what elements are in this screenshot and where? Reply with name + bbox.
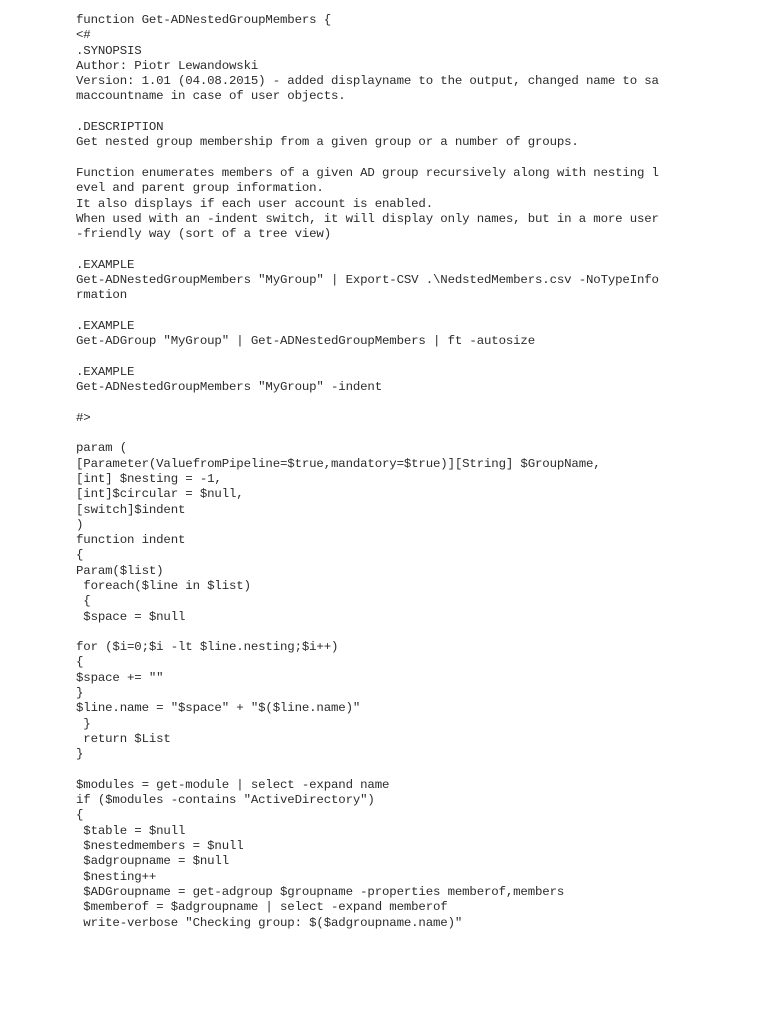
code-line: { [76, 548, 84, 563]
code-line: $memberof = $adgroupname | select -expand memberof [76, 900, 448, 915]
code-line: $adgroupname = $null [76, 854, 229, 869]
code-line: #> [76, 410, 91, 425]
code-line: $line.name = "$space" + "$($line.name)" [76, 701, 361, 716]
code-line: maccountname in case of user objects. [76, 89, 346, 104]
code-line: $table = $null [76, 823, 186, 838]
code-line: $ADGroupname = get-adgroup $groupname -properties memberof,members [76, 884, 565, 899]
code-line: When used with an -indent switch, it will display only names, but in a more user [76, 211, 659, 226]
code-line: } [76, 716, 91, 731]
code-line: Get-ADNestedGroupMembers "MyGroup" | Export-CSV .\NedstedMembers.csv -NoTypeInfo [76, 273, 659, 288]
code-line: if ($modules -contains "ActiveDirectory") [76, 793, 375, 808]
code-line: { [76, 594, 91, 609]
code-line [76, 151, 736, 166]
code-line: $modules = get-module | select -expand name [76, 777, 390, 792]
code-line [76, 105, 736, 120]
code-line: Get-ADGroup "MyGroup" | Get-ADNestedGroupMembers | ft -autosize [76, 334, 535, 349]
code-line: Version: 1.01 (04.08.2015) - added displayname to the output, changed name to sa [76, 74, 659, 89]
code-line: return $List [76, 731, 171, 746]
code-line: [Parameter(ValuefromPipeline=$true,mandatory=$true)][String] $GroupName, [76, 456, 601, 471]
code-line: <# [76, 28, 91, 43]
code-line [76, 242, 736, 257]
code-line: .EXAMPLE [76, 318, 135, 333]
code-line: Author: Piotr Lewandowski [76, 58, 259, 73]
code-line: [int] $nesting = -1, [76, 471, 222, 486]
code-line: Get-ADNestedGroupMembers "MyGroup" -indent [76, 380, 382, 395]
code-line: $nestedmembers = $null [76, 839, 244, 854]
code-line [76, 304, 736, 319]
code-line: rmation [76, 288, 127, 303]
code-line: { [76, 808, 84, 823]
code-line: It also displays if each user account is enabled. [76, 196, 433, 211]
code-line: .SYNOPSIS [76, 43, 142, 58]
code-line: .EXAMPLE [76, 257, 135, 272]
code-line: $nesting++ [76, 869, 157, 884]
code-line [76, 426, 736, 441]
code-line: for ($i=0;$i -lt $line.nesting;$i++) [76, 640, 339, 655]
code-line: write-verbose "Checking group: $($adgroupname.name)" [76, 915, 463, 930]
code-line: [switch]$indent [76, 502, 186, 517]
code-document [76, 13, 736, 931]
code-line: foreach($line in $list) [76, 578, 251, 593]
code-line: param ( [76, 441, 127, 456]
code-line: Function enumerates members of a given AD group recursively along with nesting l [76, 165, 659, 180]
code-line [76, 625, 736, 640]
code-line: -friendly way (sort of a tree view) [76, 227, 331, 242]
code-line [76, 350, 736, 365]
code-line: function indent [76, 533, 186, 548]
code-line: .EXAMPLE [76, 364, 135, 379]
code-line: function Get-ADNestedGroupMembers { [76, 13, 331, 27]
code-line: .DESCRIPTION [76, 120, 164, 135]
code-line: Get nested group membership from a given group or a number of groups. [76, 135, 579, 150]
code-line: $space = $null [76, 609, 186, 624]
code-line: $space += "" [76, 670, 164, 685]
code-line [76, 395, 736, 410]
code-line: } [76, 686, 84, 701]
code-line [76, 763, 736, 778]
code-line: evel and parent group information. [76, 181, 324, 196]
code-line: ) [76, 517, 84, 532]
code-line: Param($list) [76, 563, 164, 578]
code-line: { [76, 655, 84, 670]
code-line: [int]$circular = $null, [76, 487, 244, 502]
code-line: } [76, 747, 84, 762]
